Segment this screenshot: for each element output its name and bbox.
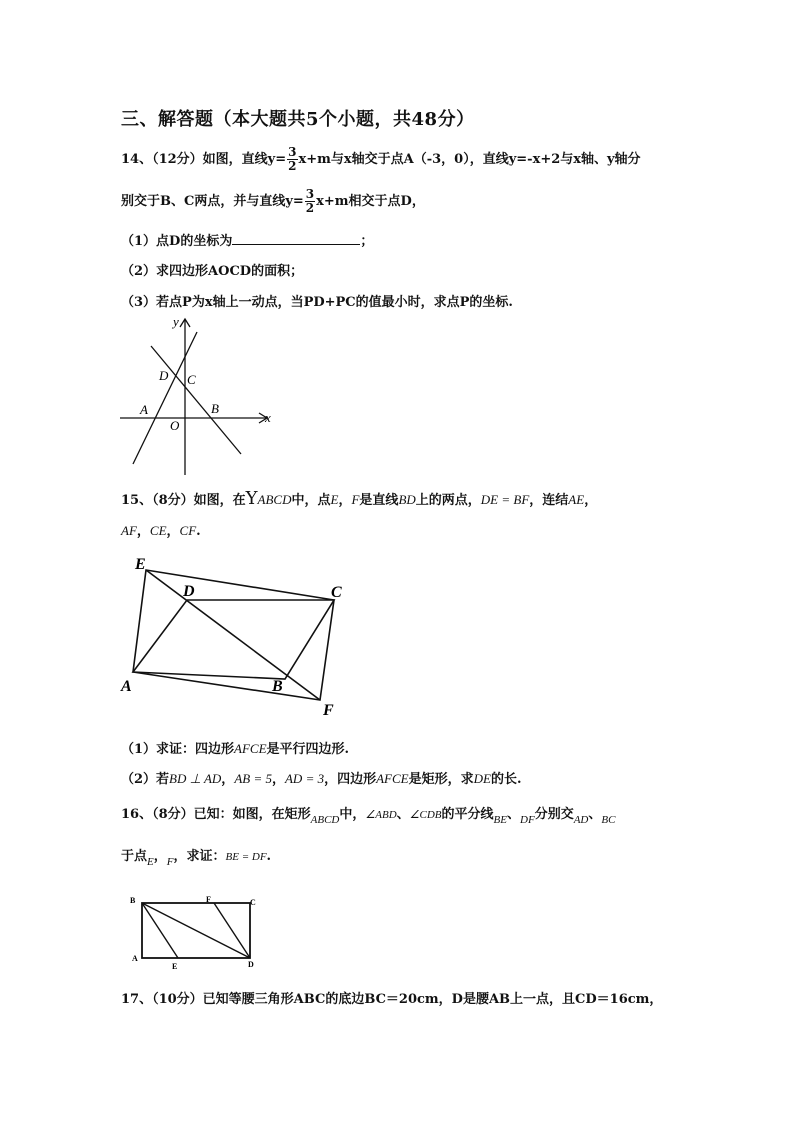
q15-line1: 15、（8分）如图，在YABCD中，点E，F是直线BD上的两点，DE = BF，连结AE， (121, 488, 598, 509)
q17-line1: 17、（10分）已知等腰三角形ABC的底边BC＝20cm，D是腰AB上一点，且CD＝16cm， (121, 992, 663, 1007)
answer-blank (232, 232, 360, 245)
label-f: F (206, 895, 211, 904)
label-b: B (211, 401, 219, 416)
parallelogram-abcd (133, 600, 334, 679)
q16-line2: 于点$_E$，$_F$，求证：BE = DF. (121, 849, 272, 868)
q14-line2: 别交于B、C两点，并与直线y= $\frac{3}{2}$ x+m相交于点D， (121, 187, 425, 215)
label-e: E (135, 556, 146, 573)
label-x: x (265, 410, 271, 425)
q14-part1: （1）点D的坐标为 ； (121, 234, 374, 249)
q15-line2: AF，CE，CF. (121, 523, 201, 539)
line-ef (146, 570, 320, 700)
parallelogram-icon: Y (245, 488, 258, 509)
label-e: E (172, 962, 178, 971)
fraction: $\frac{3}{2}$ (288, 145, 297, 173)
label-c: C (187, 372, 196, 387)
bisector-df (214, 903, 250, 958)
q14-part2: （2）求四边形AOCD的面积； (121, 264, 304, 279)
label-c: C (250, 898, 256, 907)
label-b: B (130, 896, 136, 905)
label-a: A (121, 678, 132, 695)
q15-part1: （1）求证：四边形AFCE是平行四边形. (121, 741, 350, 757)
label-b: B (272, 678, 283, 695)
q16-figure (126, 893, 266, 973)
label-c: C (331, 584, 342, 601)
label-o: O (170, 418, 180, 433)
diagonal-bd (142, 903, 250, 958)
bisector-be (142, 903, 178, 958)
line-ad (133, 332, 197, 464)
label-d: D (183, 583, 195, 600)
label-f: F (323, 702, 334, 719)
q15-figure (115, 550, 355, 720)
q16-line1: 16、（8分）已知：如图，在矩形$_{ABCD}$中，∠ABD、∠CDB的平分线$_{BE}$、$_{DF}$分别交$_{AD}$、$_{BC}$ (121, 807, 616, 826)
q15-part2: （2）若BD ⊥ AD，AB = 5，AD = 3，四边形AFCE是矩形，求DE的长. (121, 771, 522, 787)
fraction: $\frac{3}{2}$ (305, 187, 315, 215)
label-d: D (159, 368, 169, 383)
label-a: A (140, 402, 148, 417)
label-a: A (132, 954, 138, 963)
section-title: 三、解答题（本大题共5个小题，共48分） (121, 109, 475, 130)
label-d: D (248, 960, 254, 969)
q14-figure (115, 312, 285, 480)
label-y: y (173, 314, 179, 329)
q14-part3: （3）若点P为x轴上一动点，当PD+PC的值最小时，求点P的坐标. (121, 295, 513, 310)
q14-line1: 14、（12分）如图，直线y= $\frac{3}{2}$ x+m与x轴交于点A（-3，0），直线y=-x+2与x轴、y轴分 (121, 145, 641, 173)
